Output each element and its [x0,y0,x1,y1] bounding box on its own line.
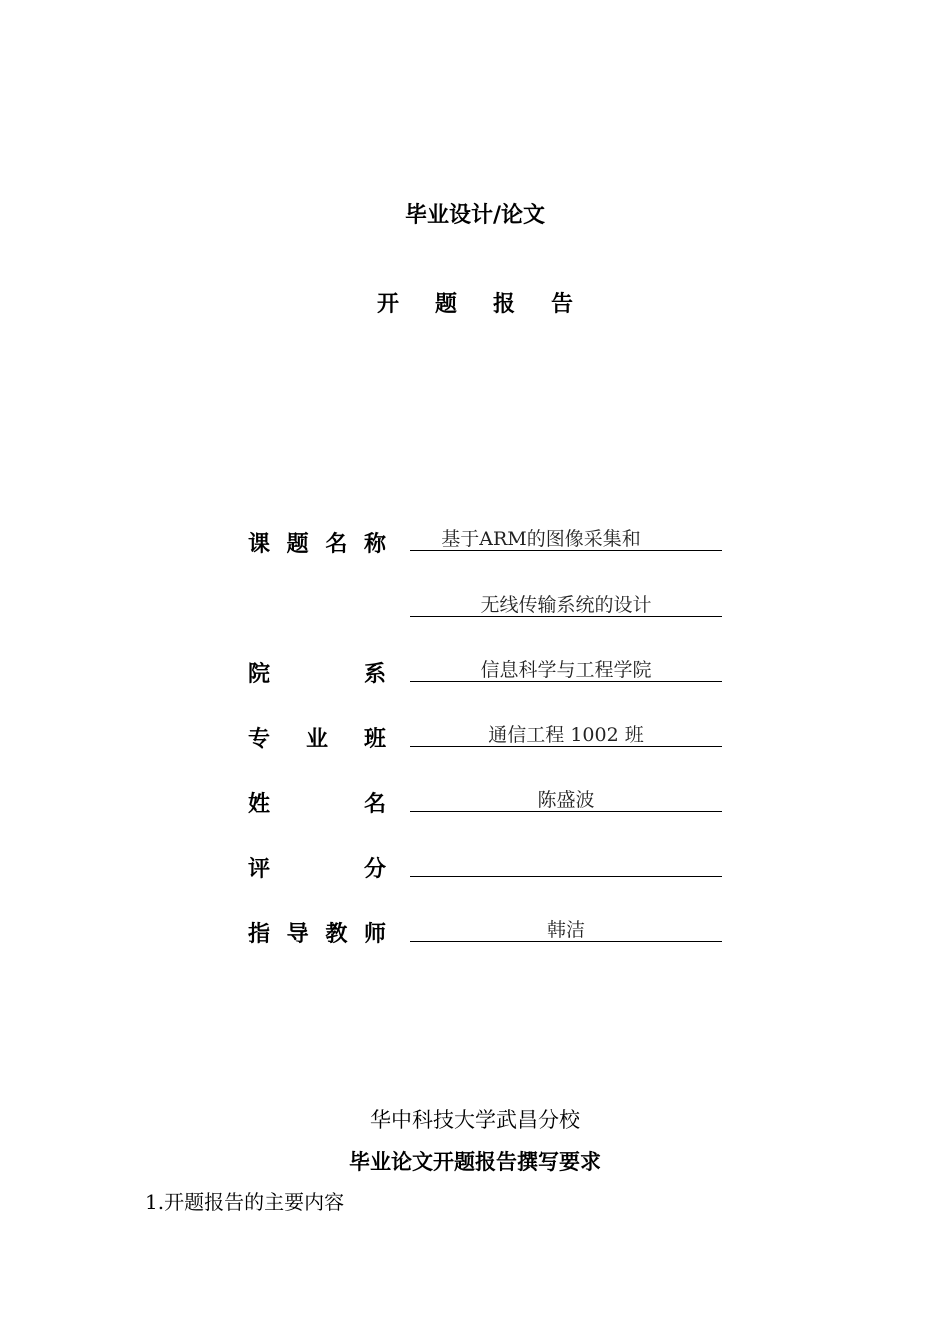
topic-value-line-1: 基于ARM的图像采集和 [441,528,641,550]
topic-value-line-2: 无线传输系统的设计 [480,594,652,616]
name-value: 陈盛波 [537,789,595,811]
name-line [410,783,722,812]
score-line [410,848,722,877]
department-label: 院 系 [248,662,386,687]
report-title: 开题报告 [376,292,609,317]
requirements-title: 毕业论文开题报告撰写要求 [349,1150,601,1174]
major-label: 专 业 班 [248,727,386,752]
document-type: 毕业设计/论文 [404,203,546,228]
advisor-line [410,913,722,942]
major-line [410,718,722,747]
score-label: 评 分 [248,857,386,882]
name-label: 姓 名 [248,792,386,817]
section-heading-1: 1.开题报告的主要内容 [145,1190,345,1214]
topic-line-1 [410,522,722,551]
department-value: 信息科学与工程学院 [480,659,652,681]
advisor-label: 指 导 教 师 [248,922,386,947]
topic-label: 课 题 名 称 [248,532,386,557]
school-name: 华中科技大学武昌分校 [370,1108,580,1132]
advisor-value: 韩洁 [546,919,585,941]
department-line [410,653,722,682]
major-value: 通信工程 1002 班 [488,724,644,746]
topic-line-2 [410,588,722,617]
